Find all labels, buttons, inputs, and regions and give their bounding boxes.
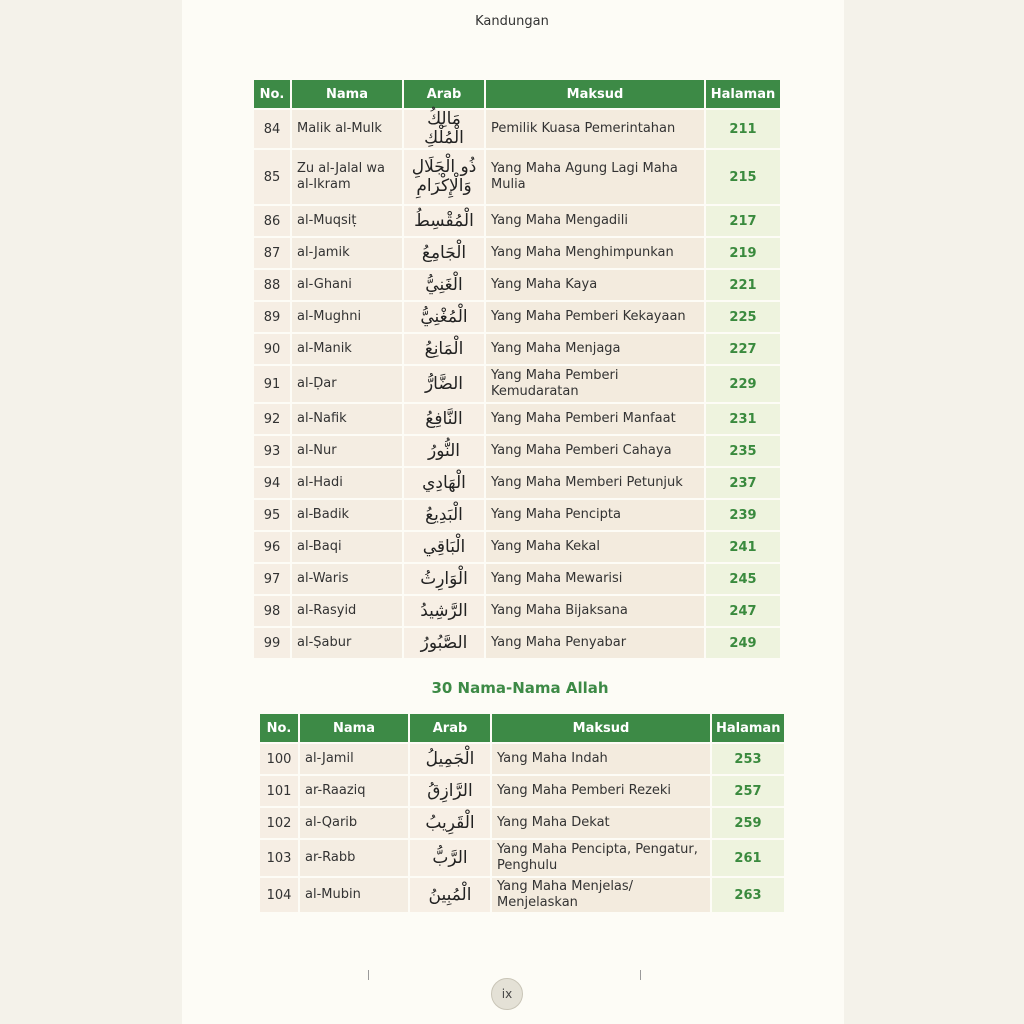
halaman-cell: 241: [705, 531, 781, 563]
maksud-cell: Yang Maha Kaya: [485, 269, 705, 301]
table-row: [259, 877, 785, 913]
no-cell: 87: [253, 237, 291, 269]
arab-cell: الْمُبِينُ: [409, 877, 491, 913]
arab-cell: الرَّشِيدُ: [403, 595, 485, 627]
page-number: ix: [491, 978, 523, 1010]
table-row: [253, 467, 781, 499]
halaman-cell: 229: [705, 365, 781, 403]
halaman-cell: 237: [705, 467, 781, 499]
halaman-cell: 217: [705, 205, 781, 237]
halaman-cell: 253: [711, 743, 785, 775]
maksud-cell: Yang Maha Pemberi Kekayaan: [485, 301, 705, 333]
maksud-cell: Yang Maha Mewarisi: [485, 563, 705, 595]
maksud-cell: Yang Maha Bijaksana: [485, 595, 705, 627]
no-cell: 90: [253, 333, 291, 365]
table-row: [259, 807, 785, 839]
maksud-cell: Yang Maha Menghimpunkan: [485, 237, 705, 269]
arab-cell: الْجَمِيلُ: [409, 743, 491, 775]
nama-cell: al-Ṣabur: [291, 627, 403, 659]
nama-cell: al-Baqi: [291, 531, 403, 563]
arab-cell: الْجَامِعُ: [403, 237, 485, 269]
col-header-no: No.: [253, 79, 291, 109]
nama-cell: Zu al-Jalal wa al-Ikram: [291, 149, 403, 205]
arab-cell: الْمُغْنِيُّ: [403, 301, 485, 333]
table-row: [253, 237, 781, 269]
nama-cell: Malik al-Mulk: [291, 109, 403, 149]
table-row: [253, 435, 781, 467]
halaman-cell: 247: [705, 595, 781, 627]
print-mark: [368, 970, 369, 980]
nama-cell: al-Mubin: [299, 877, 409, 913]
no-cell: 91: [253, 365, 291, 403]
arab-cell: النَّافِعُ: [403, 403, 485, 435]
arab-cell: الْقَرِيبُ: [409, 807, 491, 839]
maksud-cell: Yang Maha Pencipta: [485, 499, 705, 531]
maksud-cell: Yang Maha Penyabar: [485, 627, 705, 659]
halaman-cell: 257: [711, 775, 785, 807]
halaman-cell: 263: [711, 877, 785, 913]
maksud-cell: Yang Maha Pemberi Cahaya: [485, 435, 705, 467]
nama-cell: al-Manik: [291, 333, 403, 365]
no-cell: 104: [259, 877, 299, 913]
nama-cell: al-Waris: [291, 563, 403, 595]
col-header-maksud: Maksud: [491, 713, 711, 743]
maksud-cell: Pemilik Kuasa Pemerintahan: [485, 109, 705, 149]
nama-cell: ar-Rabb: [299, 839, 409, 877]
nama-cell: al-Nafik: [291, 403, 403, 435]
table-row: [253, 531, 781, 563]
nama-cell: al-Mughni: [291, 301, 403, 333]
nama-cell: al-Ghani: [291, 269, 403, 301]
maksud-cell: Yang Maha Pemberi Rezeki: [491, 775, 711, 807]
halaman-cell: 239: [705, 499, 781, 531]
table-row: [253, 205, 781, 237]
no-cell: 100: [259, 743, 299, 775]
table-row: [253, 627, 781, 659]
arab-cell: الْوَارِثُ: [403, 563, 485, 595]
maksud-cell: Yang Maha Indah: [491, 743, 711, 775]
col-header-nama: Nama: [299, 713, 409, 743]
nama-cell: al-Jamil: [299, 743, 409, 775]
halaman-cell: 249: [705, 627, 781, 659]
halaman-cell: 231: [705, 403, 781, 435]
no-cell: 97: [253, 563, 291, 595]
section-title: 30 Nama-Nama Allah: [431, 679, 609, 697]
arab-cell: الْمَانِعُ: [403, 333, 485, 365]
nama-cell: al-Qarib: [299, 807, 409, 839]
maksud-cell: Yang Maha Menjelas/ Menjelaskan: [491, 877, 711, 913]
nama-cell: al-Hadi: [291, 467, 403, 499]
halaman-cell: 227: [705, 333, 781, 365]
halaman-cell: 219: [705, 237, 781, 269]
table-row: [253, 333, 781, 365]
table-row: [253, 403, 781, 435]
arab-cell: الْهَادِي: [403, 467, 485, 499]
col-header-no: No.: [259, 713, 299, 743]
arab-cell: ذُو الْجَلَالِ وَالْإِكْرَامِ: [403, 149, 485, 205]
arab-cell: الْبَدِيعُ: [403, 499, 485, 531]
col-header-halaman: Halaman: [711, 713, 785, 743]
maksud-cell: Yang Maha Pencipta, Pengatur, Penghulu: [491, 839, 711, 877]
nama-cell: al-Badik: [291, 499, 403, 531]
table-row: [253, 109, 781, 149]
arab-cell: الْمُقْسِطُ: [403, 205, 485, 237]
halaman-cell: 225: [705, 301, 781, 333]
col-header-arab: Arab: [403, 79, 485, 109]
halaman-cell: 215: [705, 149, 781, 205]
arab-cell: مَالِكُ الْمُلْكِ: [403, 109, 485, 149]
no-cell: 85: [253, 149, 291, 205]
maksud-cell: Yang Maha Menjaga: [485, 333, 705, 365]
nama-cell: al-Muqsiṭ: [291, 205, 403, 237]
table-row: [253, 365, 781, 403]
col-header-arab: Arab: [409, 713, 491, 743]
arab-cell: النُّورُ: [403, 435, 485, 467]
table-row: [259, 743, 785, 775]
arab-cell: الضَّارُّ: [403, 365, 485, 403]
table-header-row: [259, 713, 785, 743]
maksud-cell: Yang Maha Pemberi Kemudaratan: [485, 365, 705, 403]
maksud-cell: Yang Maha Agung Lagi Maha Mulia: [485, 149, 705, 205]
halaman-cell: 211: [705, 109, 781, 149]
table-row: [259, 775, 785, 807]
running-title: Kandungan: [475, 14, 549, 29]
halaman-cell: 261: [711, 839, 785, 877]
no-cell: 92: [253, 403, 291, 435]
no-cell: 95: [253, 499, 291, 531]
table-row: [253, 563, 781, 595]
halaman-cell: 221: [705, 269, 781, 301]
table-row: [253, 149, 781, 205]
names-table-2: [258, 712, 786, 914]
table-row: [253, 301, 781, 333]
no-cell: 96: [253, 531, 291, 563]
nama-cell: al-Nur: [291, 435, 403, 467]
arab-cell: الرَّبُّ: [409, 839, 491, 877]
nama-cell: al-Jamik: [291, 237, 403, 269]
halaman-cell: 235: [705, 435, 781, 467]
no-cell: 86: [253, 205, 291, 237]
halaman-cell: 259: [711, 807, 785, 839]
no-cell: 88: [253, 269, 291, 301]
arab-cell: الرَّازِقُ: [409, 775, 491, 807]
col-header-maksud: Maksud: [485, 79, 705, 109]
maksud-cell: Yang Maha Pemberi Manfaat: [485, 403, 705, 435]
no-cell: 101: [259, 775, 299, 807]
halaman-cell: 245: [705, 563, 781, 595]
nama-cell: al-Ḍar: [291, 365, 403, 403]
table-row: [259, 839, 785, 877]
no-cell: 94: [253, 467, 291, 499]
no-cell: 98: [253, 595, 291, 627]
col-header-nama: Nama: [291, 79, 403, 109]
print-mark: [640, 970, 641, 980]
no-cell: 89: [253, 301, 291, 333]
nama-cell: ar-Raaziq: [299, 775, 409, 807]
table-row: [253, 595, 781, 627]
no-cell: 84: [253, 109, 291, 149]
arab-cell: الصَّبُورُ: [403, 627, 485, 659]
maksud-cell: Yang Maha Memberi Petunjuk: [485, 467, 705, 499]
arab-cell: الْبَاقِي: [403, 531, 485, 563]
no-cell: 102: [259, 807, 299, 839]
maksud-cell: Yang Maha Dekat: [491, 807, 711, 839]
names-table-1: [252, 78, 782, 660]
no-cell: 103: [259, 839, 299, 877]
table-row: [253, 269, 781, 301]
col-header-halaman: Halaman: [705, 79, 781, 109]
maksud-cell: Yang Maha Kekal: [485, 531, 705, 563]
nama-cell: al-Rasyid: [291, 595, 403, 627]
maksud-cell: Yang Maha Mengadili: [485, 205, 705, 237]
no-cell: 93: [253, 435, 291, 467]
no-cell: 99: [253, 627, 291, 659]
arab-cell: الْغَنِيُّ: [403, 269, 485, 301]
table-header-row: [253, 79, 781, 109]
table-row: [253, 499, 781, 531]
